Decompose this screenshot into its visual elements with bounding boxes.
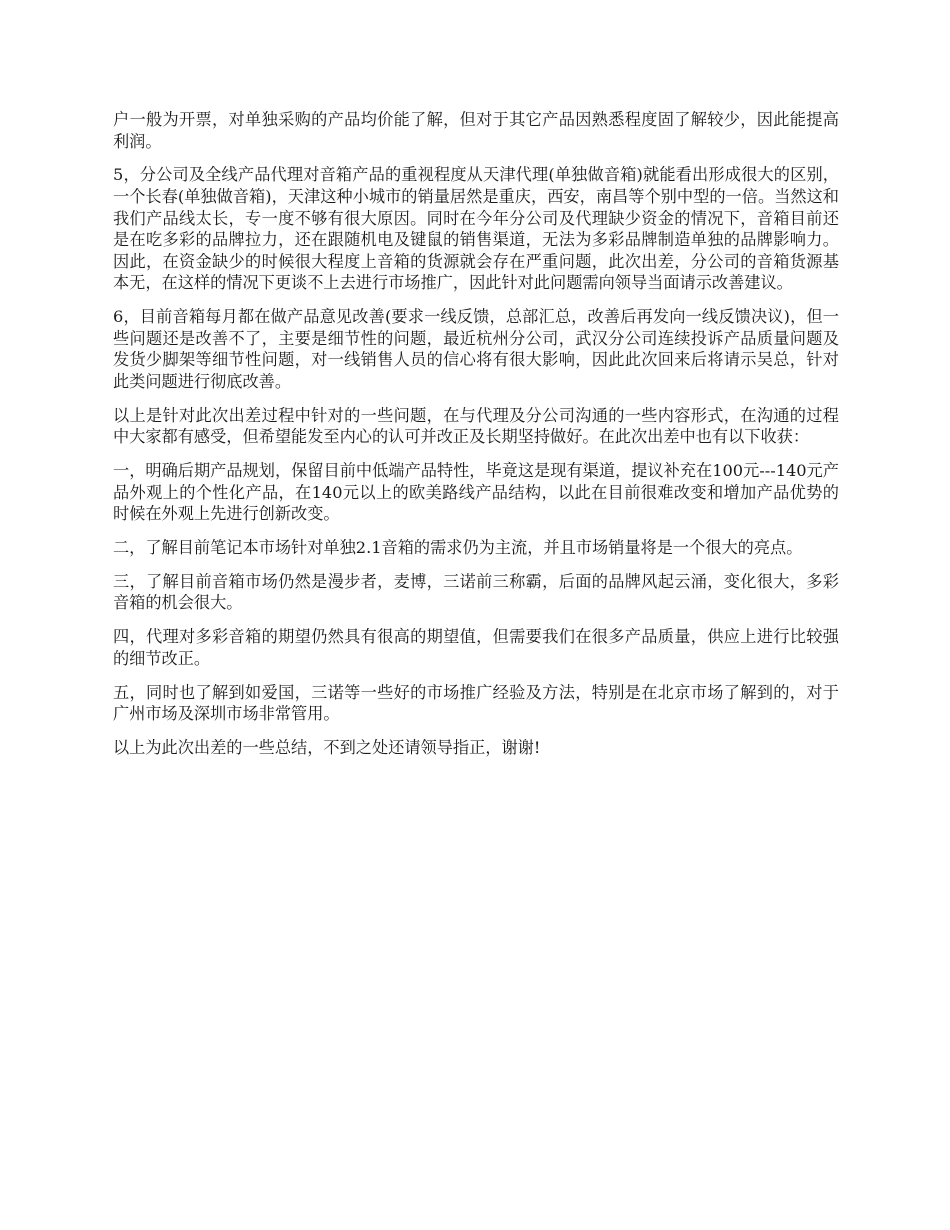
paragraph-gain-2: 二，了解目前笔记本市场针对单独2.1音箱的需求仍为主流，并且市场销量将是一个很大的亮点。 bbox=[113, 538, 803, 558]
paragraph-gain-5: 五，同时也了解到如爱国，三诺等一些好的市场推广经验及方法，特别是在北京市场了解到的，对于广州市场及深圳市场非常管用。 bbox=[113, 682, 839, 724]
paragraph-gain-3: 三，了解目前音箱市场仍然是漫步者，麦博，三诺前三称霸，后面的品牌风起云涌，变化很大，多彩音箱的机会很大。 bbox=[113, 571, 839, 613]
paragraph-gain-1: 一，明确后期产品规划，保留目前中低端产品特性，毕竟这是现有渠道，提议补充在100元---140元产品外观上的个性化产品，在140元以上的欧美路线产品结构，以此在目前很难改变和增加产品优势的时候在外观上先进行创新改变。 bbox=[113, 461, 839, 524]
paragraph-closing: 以上为此次出差的一些总结，不到之处还请领导指正，谢谢! bbox=[113, 737, 541, 757]
paragraph-point-5: 5，分公司及全线产品代理对音箱产品的重视程度从天津代理(单独做音箱)就能看出形成很大的区别，一个长春(单独做音箱)，天津这种小城市的销量居然是重庆，西安，南昌等个别中型的一倍。当然这和我们产品线太长，专一度不够有很大原因。同时在今年分公司及代理缺少资金的情况下，音箱目前还是在吃多彩的品牌拉力，还在跟随机电及键鼠的销售渠道，无法为多彩品牌制造单独的品牌影响力。因此，在资金缺少的时候很大程度上音箱的货源就会存在严重问题，此次出差，分公司的音箱货源基本无，在这样的情况下更谈不上去进行市场推广，因此针对此问题需向领导当面请示改善建议。 bbox=[113, 165, 839, 293]
document-body bbox=[113, 109, 839, 771]
paragraph-summary-intro: 以上是针对此次出差过程中针对的一些问题，在与代理及分公司沟通的一些内容形式，在沟通的过程中大家都有感受，但希望能发至内心的认可并改正及长期坚持做好。在此次出差中也有以下收获： bbox=[113, 405, 839, 447]
paragraph-gain-4: 四，代理对多彩音箱的期望仍然具有很高的期望值，但需要我们在很多产品质量，供应上进行比较强的细节改正。 bbox=[113, 627, 839, 668]
paragraph-intro-continuation: 户一般为开票，对单独采购的产品均价能了解，但对于其它产品因熟悉程度固了解较少，因此能提高利润。 bbox=[113, 110, 839, 151]
paragraph-point-6: 6，目前音箱每月都在做产品意见改善(要求一线反馈，总部汇总，改善后再发向一线反馈决议)，但一些问题还是改善不了，主要是细节性的问题，最近杭州分公司，武汉分公司连续投诉产品质量问题及发货少脚架等细节性问题，对一线销售人员的信心将有很大影响，因此此次回来后将请示吴总，针对此类问题进行彻底改善。 bbox=[113, 307, 839, 391]
